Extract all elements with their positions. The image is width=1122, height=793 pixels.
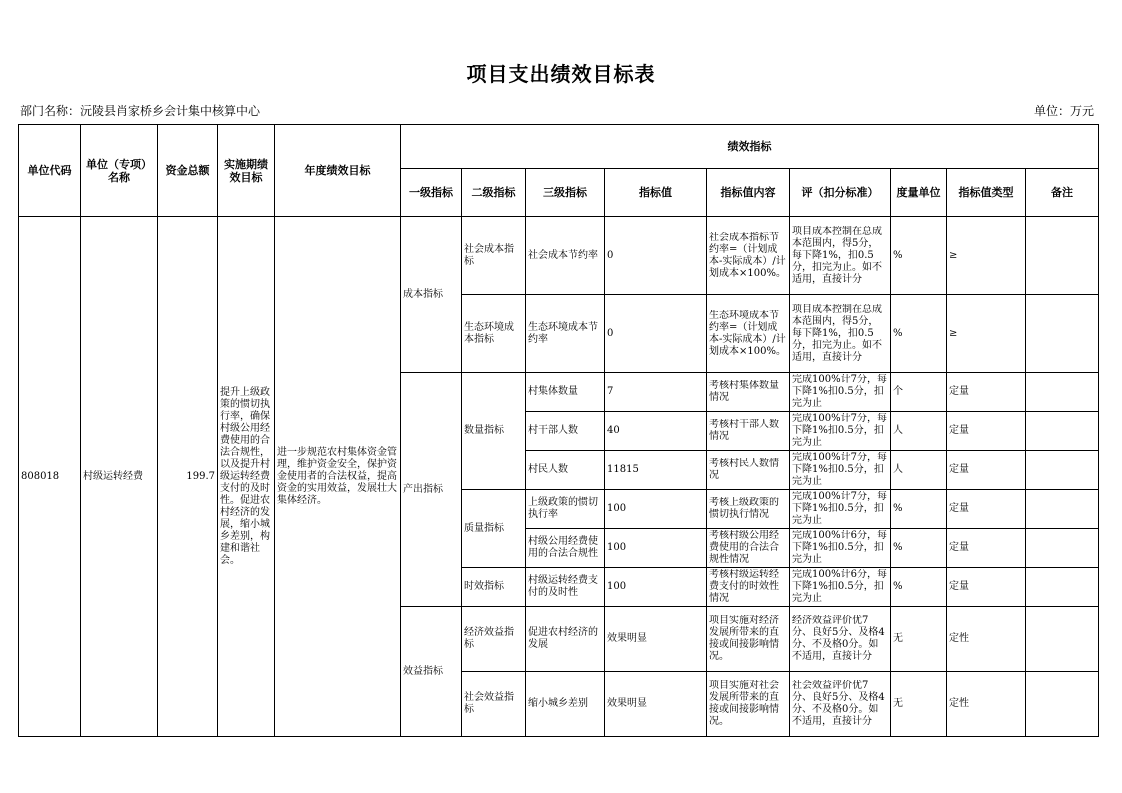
- measure-unit-cell: 人: [891, 412, 947, 451]
- level2-cell: 时效指标: [462, 568, 526, 607]
- scoring-cell: 完成100%计7分，每下降1%扣0.5分，扣完为止: [790, 373, 891, 412]
- performance-table: [18, 124, 1099, 737]
- value-type-cell: 定量: [947, 529, 1026, 568]
- remark-cell: [1026, 373, 1099, 412]
- scoring-cell: 经济效益评价优7分、良好5分、及格4分、不及格0分。如不适用，直接计分: [790, 607, 891, 672]
- header-value-content: 指标值内容: [707, 169, 790, 217]
- header-level3: 三级指标: [526, 169, 605, 217]
- value-content-cell: 考核村级运转经费支付的时效性情况: [707, 568, 790, 607]
- measure-unit-cell: %: [891, 295, 947, 373]
- remark-cell: [1026, 451, 1099, 490]
- currency-unit: 单位：万元: [1033, 104, 1094, 118]
- level2-cell: 经济效益指标: [462, 607, 526, 672]
- value-cell: 0: [605, 217, 707, 295]
- value-cell: 7: [605, 373, 707, 412]
- remark-cell: [1026, 568, 1099, 607]
- remark-cell: [1026, 672, 1099, 737]
- measure-unit-cell: 个: [891, 373, 947, 412]
- unit-name-cell: 村级运转经费: [81, 217, 158, 737]
- unit-code-cell: 808018: [19, 217, 81, 737]
- level3-cell: 村民人数: [526, 451, 605, 490]
- value-cell: 0: [605, 295, 707, 373]
- header-level2: 二级指标: [462, 169, 526, 217]
- scoring-cell: 完成100%计6分，每下降1%扣0.5分，扣完为止: [790, 568, 891, 607]
- remark-cell: [1026, 295, 1099, 373]
- level3-cell: 促进农村经济的发展: [526, 607, 605, 672]
- header-level1: 一级指标: [401, 169, 462, 217]
- scoring-cell: 完成100%计6分，每下降1%扣0.5分，扣完为止: [790, 529, 891, 568]
- level1-output: 产出指标: [401, 373, 462, 607]
- header-value-type: 指标值类型: [947, 169, 1026, 217]
- header-value: 指标值: [605, 169, 707, 217]
- remark-cell: [1026, 529, 1099, 568]
- value-content-cell: 考核村民人数情况: [707, 451, 790, 490]
- measure-unit-cell: %: [891, 217, 947, 295]
- scoring-cell: 项目成本控制在总成本范围内，得5分，每下降1%，扣0.5分，扣完为止。如不适用，直接计分: [790, 217, 891, 295]
- value-content-cell: 考核村集体数量情况: [707, 373, 790, 412]
- measure-unit-cell: %: [891, 529, 947, 568]
- value-cell: 40: [605, 412, 707, 451]
- annual-goal-cell: 进一步规范农村集体资金管理，维护资金安全，保护资金使用者的合法权益，提高资金的实用效益，发展壮大集体经济。: [275, 217, 401, 737]
- value-type-cell: 定性: [947, 672, 1026, 737]
- level1-benefit: 效益指标: [401, 607, 462, 737]
- header-performance: 绩效指标: [401, 125, 1099, 169]
- scoring-cell: 完成100%计7分，每下降1%扣0.5分，扣完为止: [790, 490, 891, 529]
- level3-cell: 社会成本节约率: [526, 217, 605, 295]
- level3-cell: 村集体数量: [526, 373, 605, 412]
- table-row: [19, 217, 1099, 295]
- total-funds-cell: 199.7: [158, 217, 218, 737]
- header-period-goal: 实施期绩效目标: [218, 125, 275, 217]
- value-cell: 效果明显: [605, 672, 707, 737]
- level3-cell: 村级运转经费支付的及时性: [526, 568, 605, 607]
- measure-unit-cell: %: [891, 568, 947, 607]
- scoring-cell: 社会效益评价优7分、良好5分、及格4分、不及格0分。如不适用，直接计分: [790, 672, 891, 737]
- value-type-cell: 定量: [947, 490, 1026, 529]
- department-name: 部门名称：沅陵县肖家桥乡会计集中核算中心: [20, 104, 261, 118]
- measure-unit-cell: 无: [891, 607, 947, 672]
- value-content-cell: 项目实施对社会发展所带来的直接或间接影响情况。: [707, 672, 790, 737]
- value-type-cell: 定量: [947, 568, 1026, 607]
- measure-unit-cell: 无: [891, 672, 947, 737]
- level3-cell: 村干部人数: [526, 412, 605, 451]
- level1-cost: 成本指标: [401, 217, 462, 373]
- scoring-cell: 完成100%计7分，每下降1%扣0.5分，扣完为止: [790, 412, 891, 451]
- page-title: 项目支出绩效目标表: [466, 62, 656, 86]
- level3-cell: 生态环境成本节约率: [526, 295, 605, 373]
- header-unit-code: 单位代码: [19, 125, 81, 217]
- value-cell: 100: [605, 568, 707, 607]
- value-content-cell: 考核上级政策的惯切执行情况: [707, 490, 790, 529]
- value-cell: 100: [605, 529, 707, 568]
- scoring-cell: 项目成本控制在总成本范围内，得5分，每下降1%，扣0.5分，扣完为止。如不适用，直接计分: [790, 295, 891, 373]
- measure-unit-cell: %: [891, 490, 947, 529]
- header-scoring: 评（扣分标准）: [790, 169, 891, 217]
- header-unit-name: 单位（专项）名称: [81, 125, 158, 217]
- remark-cell: [1026, 490, 1099, 529]
- value-content-cell: 社会成本指标节约率=（计划成本-实际成本）/计划成本×100%。: [707, 217, 790, 295]
- level3-cell: 缩小城乡差别: [526, 672, 605, 737]
- header-measure-unit: 度量单位: [891, 169, 947, 217]
- period-goal-cell: 提升上级政策的惯切执行率，确保村级公用经费使用的合法合规性，以及提升村级运转经费支付的及时性。促进农村经济的发展，缩小城乡差别，构建和谐社会。: [218, 217, 275, 737]
- value-content-cell: 考核村干部人数情况: [707, 412, 790, 451]
- remark-cell: [1026, 217, 1099, 295]
- value-type-cell: 定性: [947, 607, 1026, 672]
- measure-unit-cell: 人: [891, 451, 947, 490]
- level2-cell: 社会成本指标: [462, 217, 526, 295]
- value-type-cell: 定量: [947, 412, 1026, 451]
- header-annual-goal: 年度绩效目标: [275, 125, 401, 217]
- value-content-cell: 项目实施对经济发展所带来的直接或间接影响情况。: [707, 607, 790, 672]
- level2-cell: 数量指标: [462, 373, 526, 490]
- value-type-cell: ≥: [947, 217, 1026, 295]
- level3-cell: 上级政策的惯切执行率: [526, 490, 605, 529]
- value-content-cell: 考核村级公用经费使用的合法合规性情况: [707, 529, 790, 568]
- remark-cell: [1026, 607, 1099, 672]
- level2-cell: 质量指标: [462, 490, 526, 568]
- level3-cell: 村级公用经费使用的合法合规性: [526, 529, 605, 568]
- value-content-cell: 生态环境成本节约率=（计划成本-实际成本）/计划成本×100%。: [707, 295, 790, 373]
- value-cell: 100: [605, 490, 707, 529]
- level2-cell: 生态环境成本指标: [462, 295, 526, 373]
- scoring-cell: 完成100%计7分，每下降1%扣0.5分，扣完为止: [790, 451, 891, 490]
- value-type-cell: 定量: [947, 373, 1026, 412]
- header-remark: 备注: [1026, 169, 1099, 217]
- level2-cell: 社会效益指标: [462, 672, 526, 737]
- value-type-cell: 定量: [947, 451, 1026, 490]
- value-type-cell: ≥: [947, 295, 1026, 373]
- value-cell: 11815: [605, 451, 707, 490]
- remark-cell: [1026, 412, 1099, 451]
- header-total-funds: 资金总额: [158, 125, 218, 217]
- value-cell: 效果明显: [605, 607, 707, 672]
